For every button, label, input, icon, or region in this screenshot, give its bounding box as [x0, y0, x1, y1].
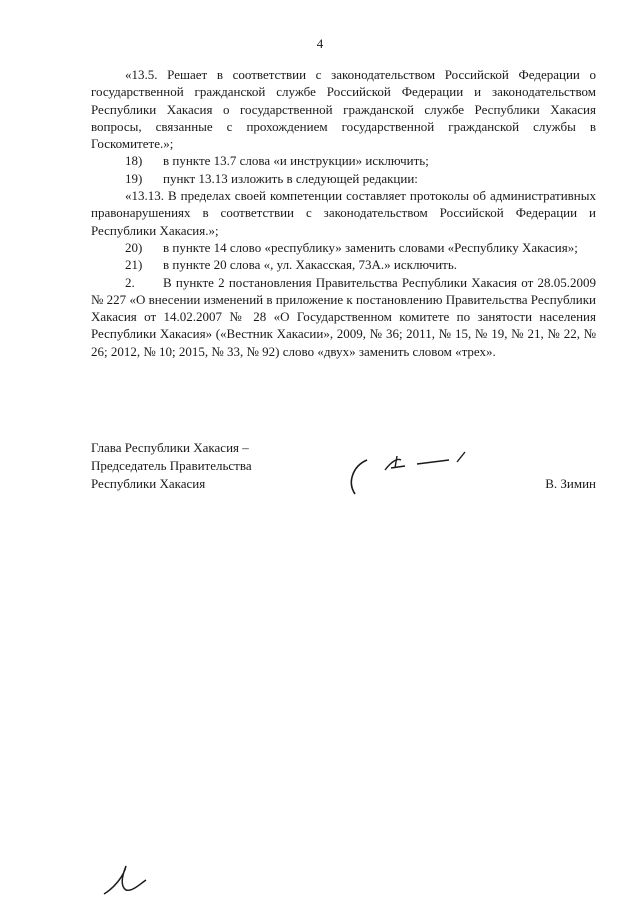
document-body	[91, 66, 596, 360]
initials-mark	[100, 858, 150, 898]
list-item-21	[91, 256, 596, 273]
signatory-title-line-1: Глава Республики Хакасия –	[91, 440, 249, 455]
signatory-title-line-3: Республики Хакасия	[91, 476, 206, 491]
list-item-18	[91, 152, 596, 169]
list-item-20	[91, 239, 596, 256]
signatory-title-line-2: Председатель Правительства	[91, 458, 252, 473]
item-text: в пункте 20 слова «, ул. Хакасская, 73А.» исключить.	[163, 257, 458, 273]
signatory-name: В. Зимин	[545, 476, 596, 491]
item-text: в пункте 14 слово «республику» заменить словами «Республику Хакасия»;	[163, 239, 578, 255]
item-text: пункт 13.13 изложить в следующей редакции:	[163, 170, 418, 186]
paragraph-text: «13.5. Решает в соответствии с законодательством Российской Федерации о государственной гражданской службе Российской Федерации и законодательством Республики Хакасия о государственной гражданской службе Республики Хакасия вопросы, связанные с прохождением государственной гражданской службы в Госкомитете.»;	[91, 67, 596, 152]
list-item-19	[91, 170, 596, 187]
item-number: 2.	[125, 274, 135, 290]
paragraph-13-13	[91, 187, 596, 239]
item-text: В пункте 2 постановления Правительства Республики Хакасия от 28.05.2009 № 227 «О внесении изменений в приложение к постановлению Правительства Республики Хакасия от 14.02.2007 № 28 «О Государственном комитете по занятости населения Республики Хакасия» («Вестник Хакасии», 2009, № 36; 2011, № 15, № 19, № 21, № 22, № 26; 2012, № 10; 2015, № 33, № 92) слово «двух» заменить словом «трех».	[91, 274, 596, 359]
item-text: в пункте 13.7 слова «и инструкции» исключить;	[163, 153, 429, 169]
paragraph-13-5	[91, 66, 596, 152]
item-number: 19)	[125, 170, 143, 186]
paragraph-text: «13.13. В пределах своей компетенции составляет протоколы об административных правонарушениях в соответствии с законодательством Российской Федерации и Республики Хакасия.»;	[91, 188, 596, 238]
signature-block	[91, 439, 596, 493]
handwritten-signature	[345, 448, 475, 498]
item-number: 20)	[125, 239, 143, 255]
page-number: 4	[316, 36, 324, 51]
item-number: 21)	[125, 257, 143, 273]
item-number: 18)	[125, 153, 143, 169]
section-2	[91, 274, 596, 360]
